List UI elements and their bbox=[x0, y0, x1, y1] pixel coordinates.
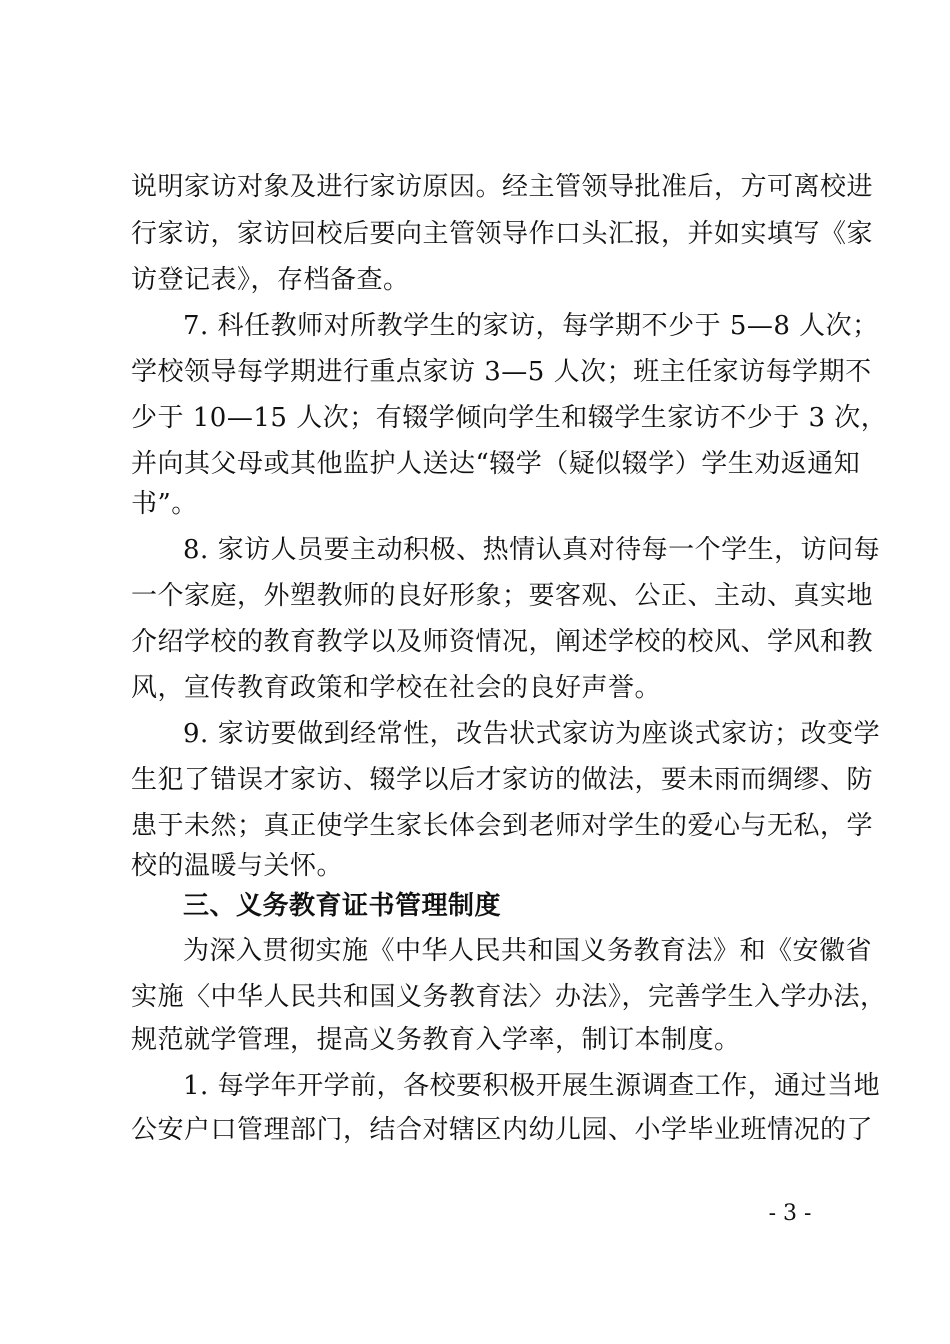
paragraph-line: 实施〈中华人民共和国义务教育法〉办法》，完善学生入学办法， bbox=[131, 982, 887, 1012]
section-heading: 三、义务教育证书管理制度 bbox=[183, 891, 502, 921]
paragraph-line: 行家访，家访回校后要向主管领导作口头汇报，并如实填写《家 bbox=[131, 219, 874, 249]
paragraph-line: 生犯了错误才家访、辍学以后才家访的做法，要未雨而绸缪、防 bbox=[131, 765, 874, 795]
paragraph-line: 9. 家访要做到经常性，改告状式家访为座谈式家访；改变学 bbox=[183, 719, 881, 749]
paragraph-line: 规范就学管理，提高义务教育入学率，制订本制度。 bbox=[131, 1025, 741, 1055]
paragraph-line: 一个家庭，外塑教师的良好形象；要客观、公正、主动、真实地 bbox=[131, 581, 874, 611]
page-number: - 3 - bbox=[768, 1201, 812, 1226]
paragraph-line: 少于 10—15 人次；有辍学倾向学生和辍学生家访不少于 3 次， bbox=[131, 403, 888, 433]
paragraph-line: 说明家访对象及进行家访原因。经主管领导批准后，方可离校进 bbox=[131, 172, 874, 202]
paragraph-line: 书”。 bbox=[131, 489, 198, 519]
paragraph-line: 介绍学校的教育教学以及师资情况，阐述学校的校风、学风和教 bbox=[131, 627, 874, 657]
paragraph-line: 并向其父母或其他监护人送达“辍学（疑似辍学）学生劝返通知 bbox=[131, 449, 861, 479]
paragraph-line: 为深入贯彻实施《中华人民共和国义务教育法》和《安徽省 bbox=[183, 936, 873, 966]
paragraph-line: 1. 每学年开学前，各校要积极开展生源调查工作，通过当地 bbox=[183, 1071, 881, 1101]
paragraph-line: 校的温暖与关怀。 bbox=[131, 851, 344, 881]
paragraph-line: 学校领导每学期进行重点家访 3—5 人次；班主任家访每学期不 bbox=[131, 357, 872, 387]
paragraph-line: 患于未然；真正使学生家长体会到老师对学生的爱心与无私，学 bbox=[131, 811, 874, 841]
paragraph-line: 公安户口管理部门，结合对辖区内幼儿园、小学毕业班情况的了 bbox=[131, 1115, 874, 1145]
paragraph-line: 7. 科任教师对所教学生的家访，每学期不少于 5—8 人次； bbox=[183, 311, 879, 341]
paragraph-line: 风，宣传教育政策和学校在社会的良好声誉。 bbox=[131, 673, 662, 703]
paragraph-line: 8. 家访人员要主动积极、热情认真对待每一个学生，访问每 bbox=[183, 535, 881, 565]
paragraph-line: 访登记表》，存档备查。 bbox=[131, 265, 410, 295]
